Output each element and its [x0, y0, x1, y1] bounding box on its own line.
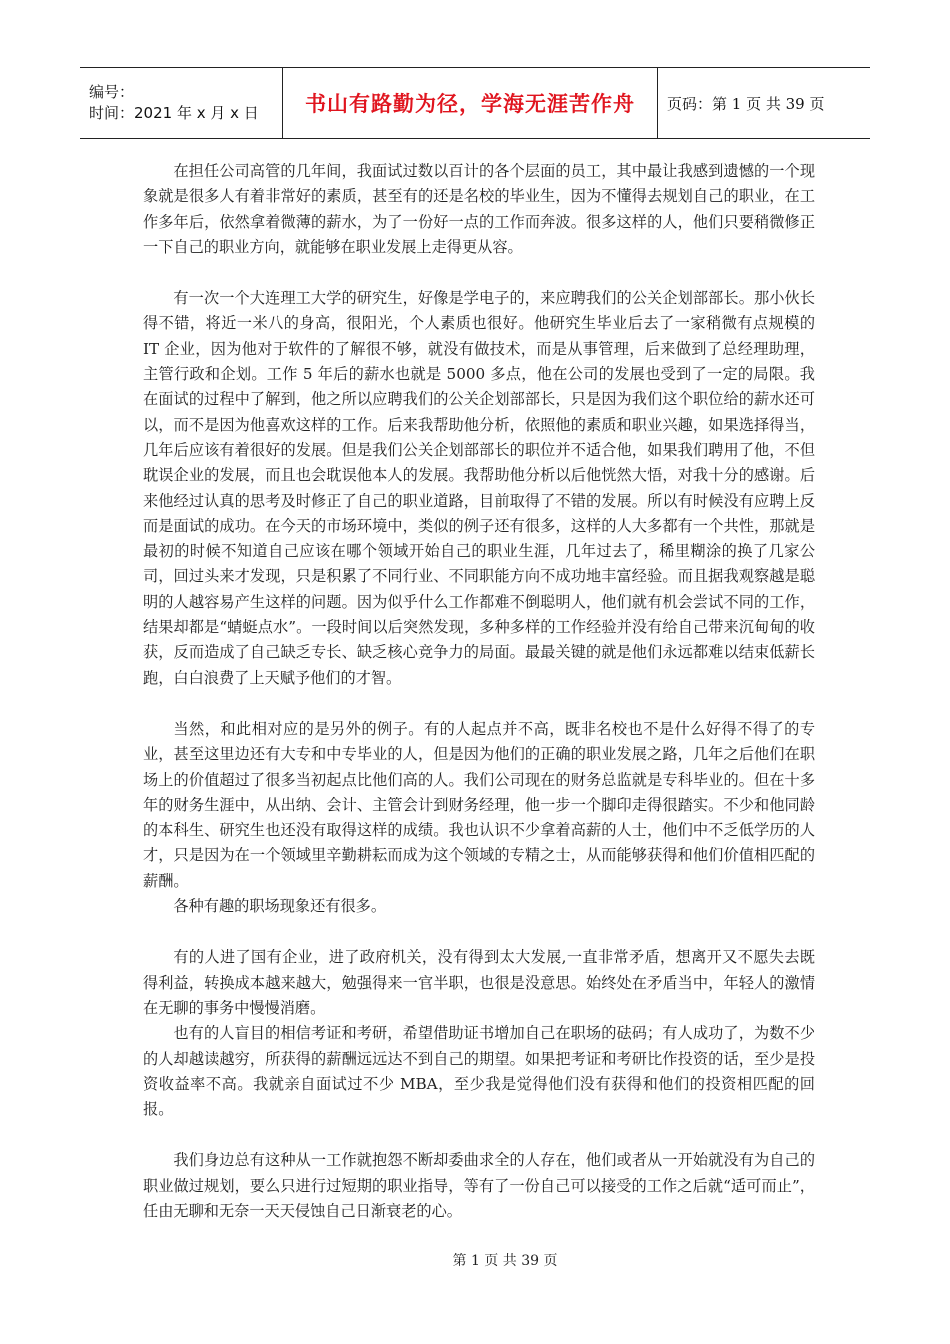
document-body — [143, 159, 815, 1224]
body-paragraph: 有一次一个大连理工大学的研究生，好像是学电子的，来应聘我们的公关企划部部长。那小伙长得不错，将近一米八的身高，很阳光，个人素质也很好。他研究生毕业后去了一家稍微有点规模的 IT 企业，因为他对于软件的了解很不够，就没有做技术，而是从事管理，后来做到了总经理助理，主管行政和企划。工作 5 年后的薪水也就是 5000 多点，他在公司的发展也受到了一定的局限。我在面试的过程中了解到，他之所以应聘我们的公关企划部部长，只是因为我们这个职位给的薪水还可以，而不是因为他喜欢这样的工作。后来我帮助他分析，依照他的素质和职业兴趣，如果选择得当，几年后应该有着很好的发展。但是我们公关企划部部长的职位并不适合他，如果我们聘用了他，不但耽误企业的发展，而且也会耽误他本人的发展。我帮助他分析以后他恍然大悟，对我十分的感谢。后来他经过认真的思考及时修正了自己的职业道路，目前取得了不错的发展。所以有时候没有应聘上反而是面试的成功。在今天的市场环境中，类似的例子还有很多，这样的人大多都有一个共性，那就是最初的时候不知道自己应该在哪个领域开始自己的职业生涯，几年过去了，稀里糊涂的换了几家公司，回过头来才发现，只是积累了不同行业、不同职能方向不成功地丰富经验。而且据我观察越是聪明的人越容易产生这样的问题。因为似乎什么工作都难不倒聪明人，他们就有机会尝试不同的工作，结果却都是“蜻蜓点水”。一段时间以后突然发现，多种多样的工作经验并没有给自己带来沉甸甸的收获，反而造成了自己缺乏专长、缺乏核心竞争力的局面。最最关键的就是他们永远都难以结束低薪长跑，白白浪费了上天赋予他们的才智。 — [143, 289, 815, 687]
header-motto-cell — [283, 68, 658, 138]
body-paragraph: 在担任公司高管的几年间，我面试过数以百计的各个层面的员工，其中最让我感到遗憾的一个现象就是很多人有着非常好的素质，甚至有的还是名校的毕业生，因为不懂得去规划自己的职业，在工作多年后，依然拿着微薄的薪水，为了一份好一点的工作而奔波。很多这样的人，他们只要稍微修正一下自己的职业方向，就能够在职业发展上走得更从容。 — [143, 162, 815, 256]
header-motto: 书山有路勤为径，学海无涯苦作舟 — [305, 92, 635, 116]
header-page-info: 页码：第 1 页 共 39 页 — [667, 94, 825, 113]
body-paragraph: 有的人进了国有企业，进了政府机关，没有得到太大发展,一直非常矛盾，想离开又不愿失去既得利益，转换成本越来越大，勉强得来一官半职，也很是没意思。始终处在矛盾当中，年轻人的激情在无聊的事务中慢慢消磨。 — [143, 948, 815, 1017]
body-paragraph: 当然，和此相对应的是另外的例子。有的人起点并不高，既非名校也不是什么好得不得了的专业，甚至这里边还有大专和中专毕业的人，但是因为他们的正确的职业发展之路，几年之后他们在职场上的价值超过了很多当初起点比他们高的人。我们公司现在的财务总监就是专科毕业的。但在十多年的财务生涯中，从出纳、会计、主管会计到财务经理，他一步一个脚印走得很踏实。不少和他同龄的本科生、研究生也还没有取得这样的成绩。我也认识不少拿着高薪的人士，他们中不乏低学历的人才，只是因为在一个领域里辛勤耕耘而成为这个领域的专精之士，从而能够获得和他们价值相匹配的薪酬。 — [143, 719, 815, 890]
body-paragraph: 也有的人盲目的相信考证和考研，希望借助证书增加自己在职场的砝码；有人成功了，为数不少的人却越读越穷，所获得的薪酬远远达不到自己的期望。如果把考证和考研比作投资的话，至少是投资收益率不高。我就亲自面试过不少 MBA，至少我是觉得他们没有获得和他们的投资相匹配的回报。 — [143, 1024, 815, 1119]
page-header — [80, 67, 870, 139]
body-paragraph: 我们身边总有这种从一工作就抱怨不断却委曲求全的人存在，他们或者从一开始就没有为自己的职业做过规划，要么只进行过短期的职业指导，等有了一份自己可以接受的工作之后就“适可而止”，任由无聊和无奈一天天侵蚀自己日渐衰老的心。 — [143, 1151, 815, 1220]
document-date: 时间：2021 年 x 月 x 日 — [89, 104, 259, 122]
document-number-label: 编号： — [89, 83, 135, 101]
header-meta — [80, 68, 283, 138]
page-footer: 第 1 页 共 39 页 — [452, 1253, 558, 1269]
body-paragraph: 各种有趣的职场现象还有很多。 — [173, 897, 387, 916]
